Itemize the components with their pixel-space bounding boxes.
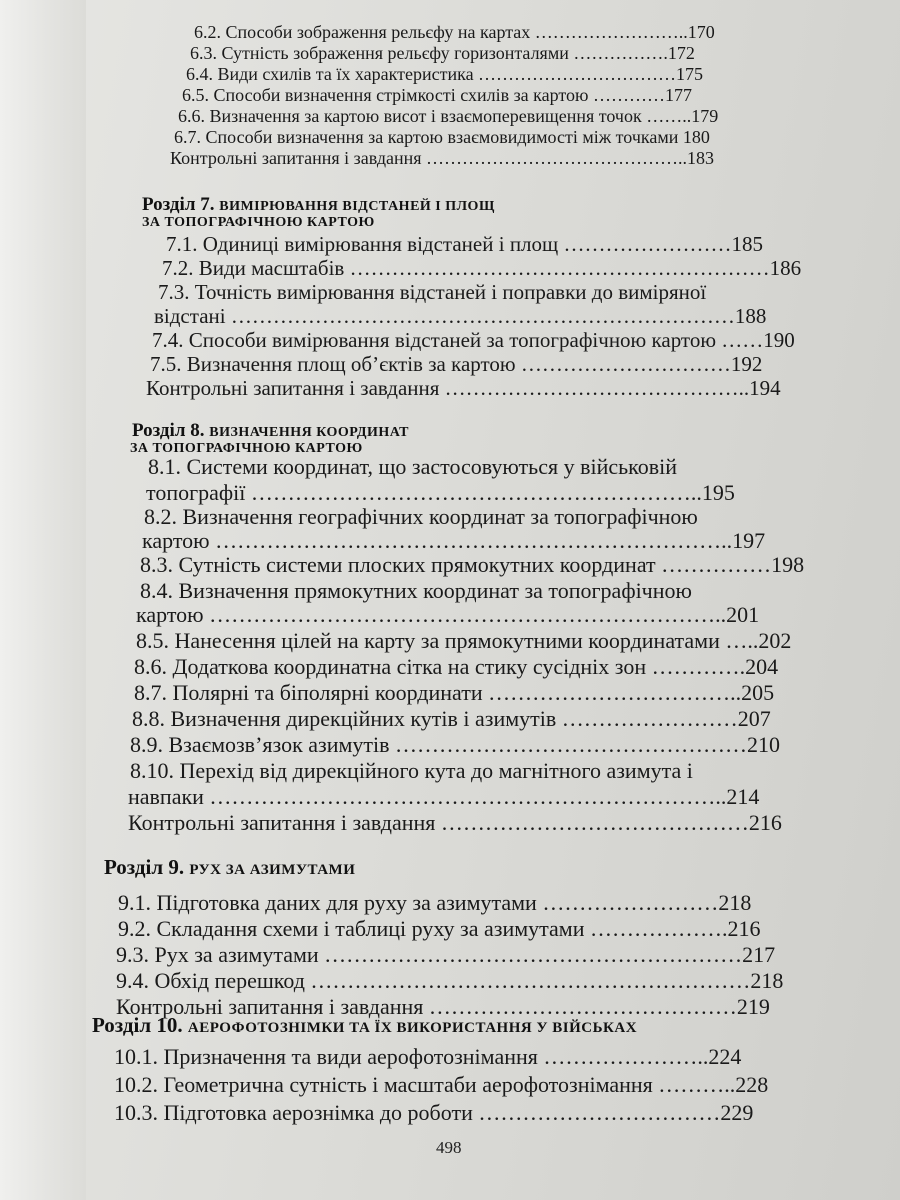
toc-entry-6-2: 6.2. Способи зображення рельєфу на картах ……………………..170 [194, 22, 715, 42]
toc-entry-7-review: Контрольні запитання і завдання ……………………………………..194 [146, 376, 781, 400]
section-10-title: АЕРОФОТОЗНІМКИ ТА ЇХ ВИКОРИСТАННЯ У ВІЙСЬКАХ [187, 1020, 638, 1036]
toc-entry-9-review: Контрольні запитання і завдання ……………………………………219 [116, 994, 770, 1019]
toc-entry-10-1: 10.1. Призначення та види аерофотознімання …………………..224 [114, 1044, 742, 1069]
toc-entry-9-4: 9.4. Обхід перешкод ……………………………………………………218 [116, 968, 784, 993]
toc-entry-8-1-cont: топографії ……………………………………………………..195 [146, 480, 735, 505]
toc-entry-7-3-cont: відстані ………………………………………………………………188 [154, 304, 767, 328]
toc-entry-7-5: 7.5. Визначення площ об’єктів за картою …………………………192 [150, 352, 763, 376]
toc-entry-7-3: 7.3. Точність вимірювання відстаней і поправки до виміряної [158, 280, 707, 304]
toc-entry-8-2: 8.2. Визначення географічних координат за топографічною [144, 504, 698, 529]
toc-entry-6-6: 6.6. Визначення за картою висот і взаємоперевищення точок ……..179 [178, 106, 719, 126]
toc-entry-8-review: Контрольні запитання і завдання ……………………………………216 [128, 810, 782, 835]
section-8-title: ВИЗНАЧЕННЯ КООРДИНАТ [209, 425, 409, 440]
section-10-heading [92, 1014, 637, 1039]
page-number: 498 [436, 1138, 462, 1157]
toc-entry-8-10: 8.10. Перехід від дирекційного кута до магнітного азимута і [130, 758, 693, 783]
toc-entry-8-4-cont: картою ……………………………………………………………..201 [136, 602, 760, 627]
toc-entry-8-2-cont: картою ……………………………………………………………..197 [142, 528, 766, 553]
section-8-subtitle: ЗА ТОПОГРАФІЧНОЮ КАРТОЮ [130, 441, 363, 456]
toc-entry-8-1: 8.1. Системи координат, що застосовуються у військовій [148, 454, 677, 479]
toc-entry-8-10-cont: навпаки ……………………………………………………………..214 [128, 784, 760, 809]
toc-entry-6-5: 6.5. Способи визначення стрімкості схилів за картою …………177 [182, 85, 692, 105]
toc-entry-8-6: 8.6. Додаткова координатна сітка на стику сусідніх зон ………….204 [134, 654, 779, 679]
toc-entry-7-4: 7.4. Способи вимірювання відстаней за топографічною картою ……190 [152, 328, 795, 352]
toc-entry-7-1: 7.1. Одиниці вимірювання відстаней і площ ……………………185 [166, 232, 763, 256]
toc-entry-9-1: 9.1. Підготовка даних для руху за азимутами ……………………218 [118, 890, 752, 915]
toc-entry-6-7: 6.7. Способи визначення за картою взаємовидимості між точками 180 [174, 127, 710, 147]
toc-entry-8-7: 8.7. Полярні та біполярні координати ……………………………..205 [134, 680, 775, 705]
toc-entry-9-2: 9.2. Складання схеми і таблиці руху за азимутами ……………….216 [118, 916, 761, 941]
section-10-label: Розділ 10. [92, 1013, 183, 1037]
toc-entry-9-3: 9.3. Рух за азимутами …………………………………………………217 [116, 942, 776, 967]
section-8-label: Розділ 8. [132, 420, 205, 441]
toc-entry-8-4: 8.4. Визначення прямокутних координат за топографічною [140, 578, 692, 603]
section-7-title: ВИМІРЮВАННЯ ВІДСТАНЕЙ І ПЛОЩ [219, 199, 495, 214]
toc-entry-8-8: 8.8. Визначення дирекційних кутів і азимутів ……………………207 [132, 706, 771, 731]
toc-entry-8-3: 8.3. Сутність системи плоских прямокутних координат ……………198 [140, 552, 805, 577]
toc-entry-6-review: Контрольні запитання і завдання ……………………………………..183 [170, 148, 715, 168]
toc-entry-10-2: 10.2. Геометрична сутність і масштаби аерофотознімання ………..228 [114, 1072, 769, 1097]
section-7-subtitle: ЗА ТОПОГРАФІЧНОЮ КАРТОЮ [142, 215, 375, 230]
toc-entry-7-2: 7.2. Види масштабів ……………………………………………………186 [162, 256, 802, 280]
page-gutter [0, 0, 86, 1200]
toc-entry-8-9: 8.9. Взаємозв’язок азимутів …………………………………………210 [130, 732, 781, 757]
section-7-label: Розділ 7. [142, 194, 215, 215]
toc-entry-8-5: 8.5. Нанесення цілей на карту за прямокутними координатами …..202 [136, 628, 792, 653]
section-9-title: РУХ ЗА АЗИМУТАМИ [189, 862, 356, 878]
section-9-heading [104, 856, 355, 881]
section-9-label: Розділ 9. [104, 855, 185, 879]
toc-entry-6-4: 6.4. Види схилів та їх характеристика ……………………………175 [186, 64, 704, 84]
toc-entry-10-3: 10.3. Підготовка аерознімка до роботи ……………………………229 [114, 1100, 754, 1125]
toc-entry-6-3: 6.3. Сутність зображення рельєфу горизонталями …………….172 [190, 43, 695, 63]
